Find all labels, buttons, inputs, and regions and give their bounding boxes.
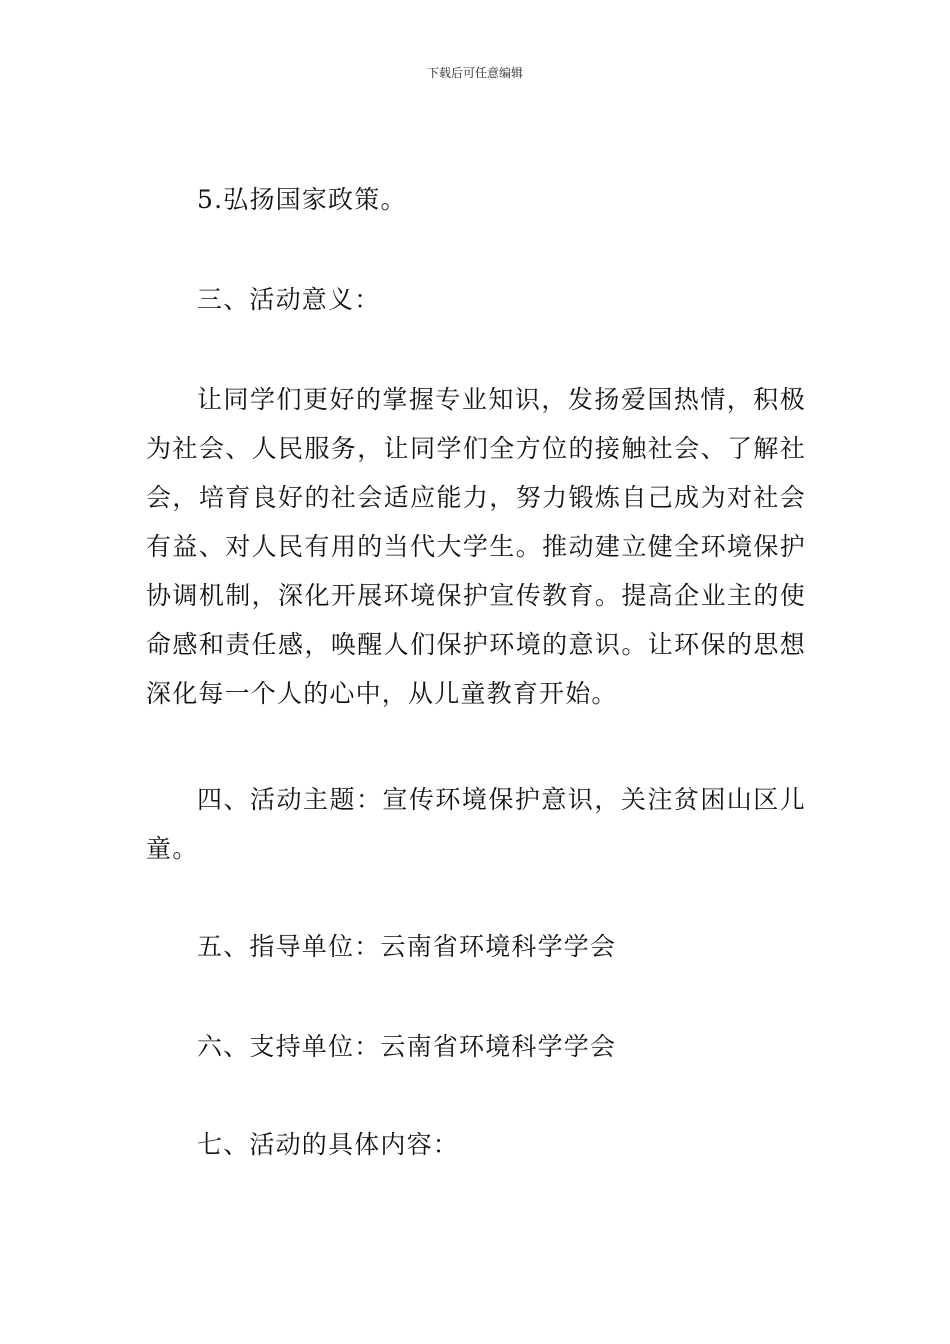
section-heading-content: 七、活动的具体内容： (197, 1130, 460, 1159)
section-theme: 四、活动主题：宣传环境保护意识，关注贫困山区儿童。 (146, 785, 806, 863)
section-heading-significance: 三、活动意义： (197, 285, 381, 314)
list-item-policy: 5.弘扬国家政策。 (197, 185, 407, 214)
paragraph-significance: 让同学们更好的掌握专业知识，发扬爱国热情，积极为社会、人民服务，让同学们全方位的接触社会、了解社会，培育良好的社会适应能力，努力锻炼自己成为对社会有益、对人民有用的当代大学生。推动建立健全环境保护协调机制，深化开展环境保护宣传教育。提高企业主的使命感和责任感，唤醒人们保护环境的意识。让环保的思想深化每一个人的心中，从儿童教育开始。 (146, 385, 806, 708)
page-header: 下载后可任意编辑 (426, 66, 523, 80)
section-guiding-unit: 五、指导单位：云南省环境科学学会 (197, 932, 617, 961)
section-supporting-unit: 六、支持单位：云南省环境科学学会 (197, 1032, 617, 1061)
